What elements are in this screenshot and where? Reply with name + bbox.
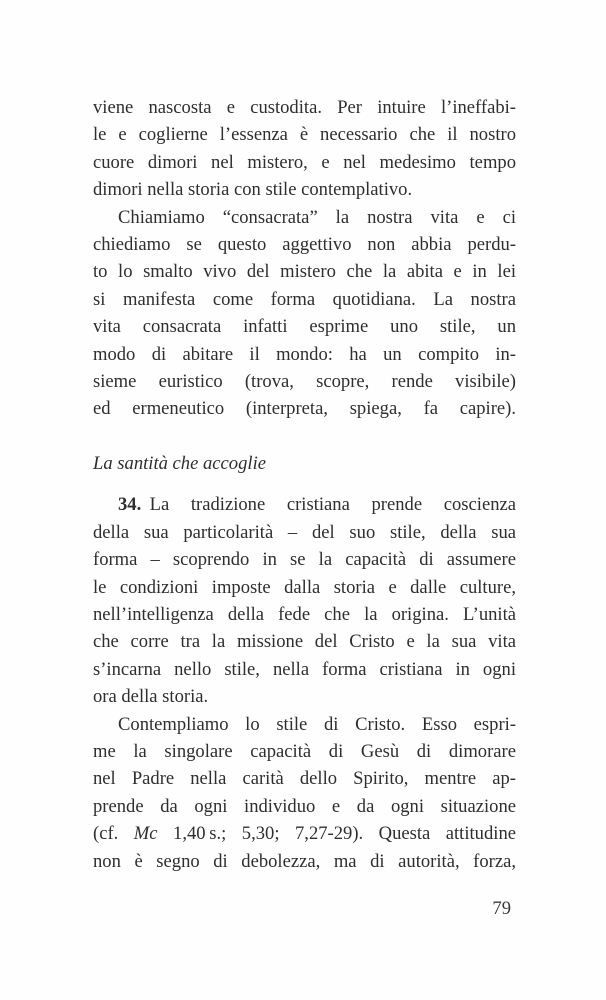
- text-line: che corre tra la missione del Cristo e la sua vita: [93, 631, 516, 653]
- text-line: ed ermeneutico (interpreta, spiega, fa capire).: [93, 398, 516, 420]
- text-line: nell’intelligenza della fede che la origina. L’unità: [93, 603, 516, 625]
- page-number: 79: [492, 897, 511, 919]
- text-line: della sua particolarità – del suo stile, della sua: [93, 521, 516, 543]
- text-line: chiediamo se questo aggettivo non abbia perdu-: [93, 234, 516, 256]
- text-line: Contempliamo lo stile di Cristo. Esso espri-: [118, 713, 516, 735]
- paragraph-contempliamo: [93, 711, 516, 875]
- text-line: si manifesta come forma quotidiana. La nostra: [93, 288, 516, 310]
- paragraph-chiamiamo: [93, 204, 516, 423]
- text-line: [93, 491, 516, 518]
- text-line: forma – scoprendo in se la capacità di assumere: [93, 549, 516, 571]
- text-line: modo di abitare il mondo: ha un compito in-: [93, 343, 516, 365]
- text-line: viene nascosta e custodita. Per intuire l’ineffabi-: [93, 97, 516, 118]
- text-segment: 1,40 s.; 5,30; 7,27-29). Questa attitudine: [157, 823, 516, 845]
- text-line: prende da ogni individuo e da ogni situazione: [93, 795, 516, 817]
- paragraph-continuation: [93, 94, 516, 204]
- section-heading: La santità che accoglie: [93, 452, 266, 474]
- text-line: non è segno di debolezza, ma di autorità, forza,: [93, 850, 516, 872]
- text-line: vita consacrata infatti esprime uno stile, un: [93, 316, 516, 338]
- text-line: me la singolare capacità di Gesù di dimorare: [93, 740, 516, 762]
- text-line: Chiamiamo “consacrata” la nostra vita e ci: [118, 206, 516, 228]
- text-line: [93, 820, 516, 847]
- text-segment: La tradizione cristiana prende coscienza: [149, 494, 516, 516]
- text-line: dimori nella storia con stile contemplativo.: [93, 179, 413, 201]
- text-line: cuore dimori nel mistero, e nel medesimo tempo: [93, 151, 516, 173]
- paragraph-number: 34.: [118, 494, 142, 516]
- text-line: le condizioni imposte dalla storia e dalle culture,: [93, 576, 516, 598]
- text-line: le e coglierne l’essenza è necessario che il nostro: [93, 124, 516, 146]
- text-line: ora della storia.: [93, 686, 209, 708]
- text-line: sieme euristico (trova, scopre, rende visibile): [93, 371, 516, 393]
- bible-book-abbreviation: Mc: [133, 823, 158, 845]
- text-segment: (cf.: [93, 823, 134, 845]
- paragraph-34: [93, 491, 516, 710]
- text-column: [93, 94, 516, 922]
- text-line: to lo smalto vivo del mistero che la abita e in lei: [93, 261, 516, 283]
- text-line: s’incarna nello stile, nella forma cristiana in ogni: [93, 658, 516, 680]
- text-line: nel Padre nella carità dello Spirito, mentre ap-: [93, 768, 516, 790]
